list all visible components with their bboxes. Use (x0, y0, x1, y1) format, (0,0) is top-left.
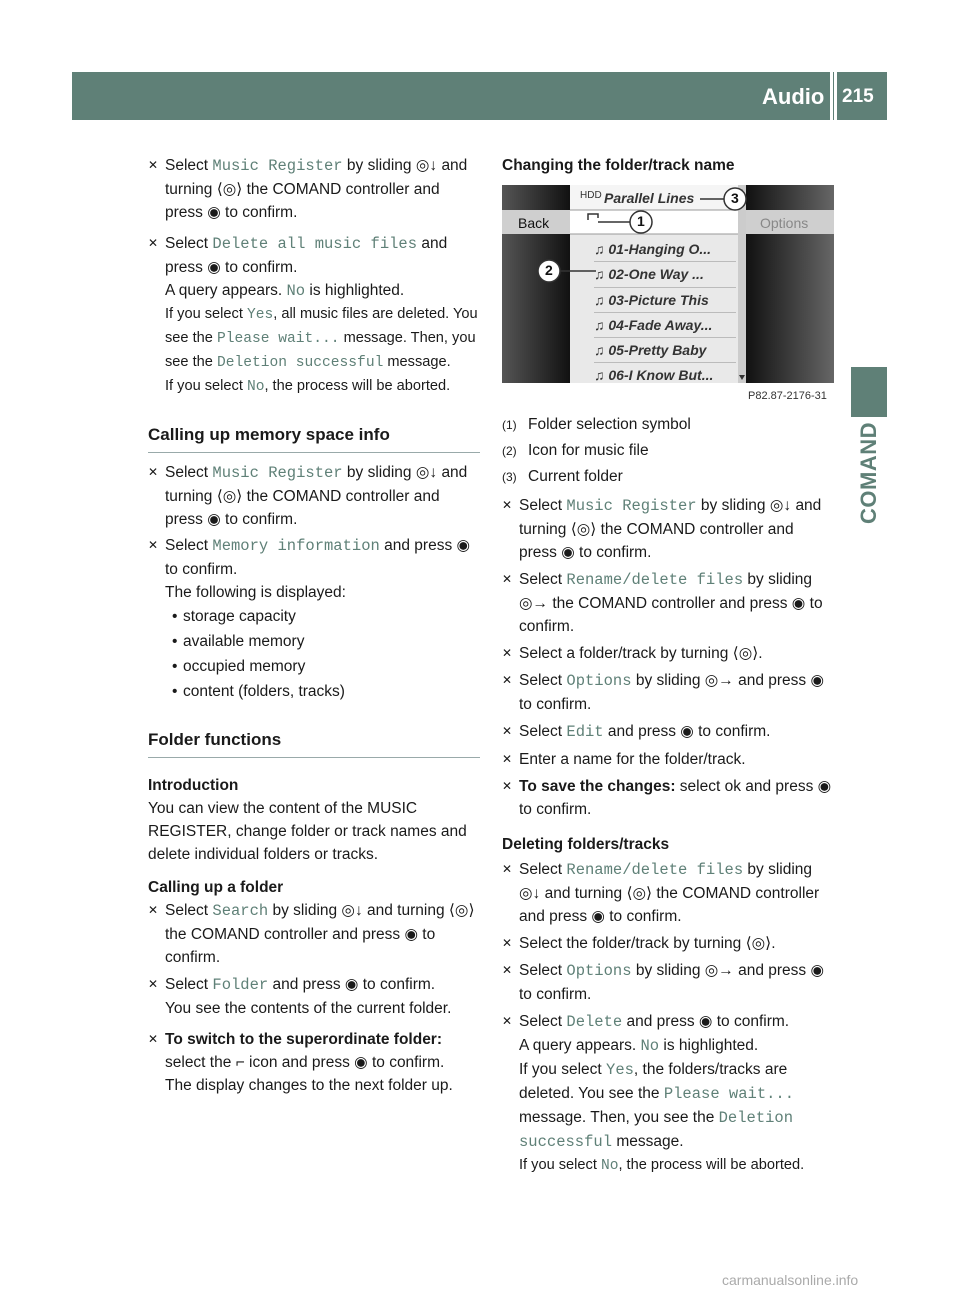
heading-change-name: Changing the folder/track name (502, 157, 735, 174)
track-item[interactable]: ♫ 02-One Way ... (594, 262, 736, 287)
switch-bold: To switch to the superordinate folder: (165, 1031, 443, 1048)
step-item: ✕ Select Rename/delete files by sliding ◎↓ and turning ⟨◎⟩ the COMAND controller and press ◉ to confirm. (502, 858, 834, 928)
menu-term: Please wait... (663, 1085, 795, 1103)
track-item[interactable]: ♫ 04-Fade Away... (594, 313, 736, 338)
callout-1: 1 (637, 213, 645, 229)
bullet-item: • storage capacity (165, 604, 480, 629)
step-arrow-icon: ✕ (502, 673, 513, 687)
menu-term: Folder (212, 976, 269, 994)
legend-text: Folder selection symbol (528, 416, 691, 433)
menu-term: Rename/delete files (566, 571, 744, 589)
step-arrow-icon: ✕ (502, 1014, 513, 1028)
menu-term: Deletion successful (519, 1109, 794, 1151)
following-text: The following is displayed: (165, 584, 346, 601)
step-item (502, 775, 834, 821)
menu-term: Yes (246, 307, 274, 323)
step-item: ✕ Select Options by sliding ◎→ and press ◉ to confirm. (502, 669, 834, 716)
legend-number: (1) (502, 418, 517, 432)
step-arrow-icon: ✕ (148, 977, 159, 991)
right-column-body (502, 412, 834, 1178)
step-arrow-icon: ✕ (148, 465, 159, 479)
save-bold: To save the changes: (519, 778, 676, 795)
hdd-icon: HDD (580, 190, 602, 201)
menu-term: No (286, 282, 306, 300)
menu-term: Please wait... (216, 331, 340, 347)
step-item: ✕ Select Edit and press ◉ to confirm. (502, 720, 834, 744)
callup-result: You see the contents of the current folder. (165, 1000, 452, 1017)
back-button[interactable]: Back (518, 215, 550, 231)
delete-query: A query appears. No is highlighted. (519, 1037, 759, 1055)
menu-term: No (600, 1158, 619, 1174)
callout-2: 2 (545, 262, 553, 278)
track-item[interactable]: ♫ 05-Pretty Baby (594, 338, 736, 363)
menu-term: Options (566, 962, 632, 980)
step-arrow-icon: ✕ (148, 158, 159, 172)
right-column (502, 154, 834, 177)
menu-term: Options (566, 672, 632, 690)
side-tab-label: COMAND (856, 422, 881, 524)
header-separator (834, 72, 837, 120)
bullet-item: • available memory (165, 629, 480, 654)
divider (148, 452, 480, 453)
step-item: ✕ Select Delete and press ◉ to confirm. (502, 1010, 834, 1034)
intro-heading: Introduction (148, 777, 239, 794)
page-header-bar (72, 72, 887, 120)
step-item: ✕ Select the folder/track by turning ⟨◎⟩. (502, 932, 834, 955)
callup-heading: Calling up a folder (148, 879, 284, 896)
legend-text: Current folder (528, 468, 623, 485)
step-arrow-icon: ✕ (148, 903, 159, 917)
step-arrow-icon: ✕ (502, 936, 513, 950)
step-arrow-icon: ✕ (502, 646, 513, 660)
menu-term: Music Register (212, 157, 343, 175)
menu-term: Search (212, 902, 269, 920)
menu-term: Rename/delete files (566, 861, 744, 879)
menu-term: Memory information (212, 537, 380, 555)
folder-name: Parallel Lines (604, 190, 695, 206)
left-column (148, 154, 480, 1097)
menu-term: Music Register (212, 464, 343, 482)
step-arrow-icon: ✕ (502, 779, 513, 793)
legend-text: Icon for music file (528, 442, 649, 459)
legend-item (502, 412, 834, 438)
side-tab-marker (851, 367, 887, 417)
step-item: ✕ Select Music Register by sliding ◎↓ and turning ⟨◎⟩ the COMAND controller and press ◉ to confirm. (148, 461, 480, 531)
step-arrow-icon: ✕ (148, 538, 159, 552)
yes-text: If you select Yes, all music files are deleted. You see the Please wait... message. Then, you see the Deletion successful message. (165, 306, 478, 371)
legend-number: (2) (502, 444, 517, 458)
callout-3: 3 (731, 190, 739, 206)
menu-term: Edit (566, 723, 604, 741)
bullet-item: • content (folders, tracks) (165, 679, 480, 704)
step-arrow-icon: ✕ (502, 498, 513, 512)
menu-term: No (246, 379, 265, 395)
step-item: ✕ Enter a name for the folder/track. (502, 748, 834, 771)
menu-term: Delete (566, 1013, 623, 1031)
section-title: Audio (762, 84, 825, 109)
step-arrow-icon: ✕ (148, 236, 159, 250)
options-button[interactable]: Options (760, 215, 809, 231)
watermark-text: carmanualsonline.info (722, 1272, 859, 1288)
menu-term: No (640, 1037, 660, 1055)
legend-number: (3) (502, 470, 517, 484)
step-item (148, 1028, 480, 1051)
track-item[interactable]: ♫ 06-I Know But... (594, 363, 736, 383)
step-arrow-icon: ✕ (502, 862, 513, 876)
intro-text: You can view the content of the MUSIC REGISTER, change folder or track names and delete individual folders or tracks. (148, 800, 467, 863)
step-item: ✕ Select Delete all music files and press ◉ to confirm. (148, 232, 480, 279)
menu-term: Deletion successful (216, 355, 384, 371)
page-number: 215 (842, 86, 874, 107)
heading-delete: Deleting folders/tracks (502, 836, 670, 853)
switch-result: The display changes to the next folder up. (165, 1077, 453, 1094)
step-item: ✕ Select Rename/delete files by sliding ◎→ the COMAND controller and press ◉ to confirm. (502, 568, 834, 638)
track-item[interactable]: ♫ 01-Hanging O... (594, 237, 736, 262)
heading-folder-functions: Folder functions (148, 730, 282, 749)
step-item: ✕ Select Music Register by sliding ◎↓ and turning ⟨◎⟩ the COMAND controller and press ◉ to confirm. (148, 154, 480, 224)
step-item: ✕ Select Music Register by sliding ◎↓ and turning ⟨◎⟩ the COMAND controller and press ◉ to confirm. (502, 494, 834, 564)
no-text: If you select No, the process will be aborted. (165, 378, 451, 395)
menu-term: Yes (606, 1061, 634, 1079)
step-item: ✕ Select Options by sliding ◎→ and press ◉ to confirm. (502, 959, 834, 1006)
header-separator (830, 72, 833, 120)
comand-screen-figure (502, 185, 834, 383)
legend-list (502, 412, 834, 490)
legend-item (502, 438, 834, 464)
menu-term: Music Register (566, 497, 697, 515)
query-text: A query appears. No is highlighted. (165, 282, 405, 300)
step-item: ✕ Select a folder/track by turning ⟨◎⟩. (502, 642, 834, 665)
step-item: ✕ Select Search by sliding ◎↓ and turning ⟨◎⟩ the COMAND controller and press ◉ to confirm. (148, 899, 480, 969)
change-steps (502, 494, 834, 771)
figure-code: P82.87-2176-31 (748, 390, 827, 402)
memory-bullet-list (148, 604, 480, 704)
delete-steps (502, 858, 834, 1034)
menu-term: Delete all music files (212, 235, 418, 253)
step-item: ✕ Select Memory information and press ◉ to confirm. (148, 534, 480, 581)
step-item: ✕ Select Folder and press ◉ to confirm. (148, 973, 480, 997)
legend-item (502, 464, 834, 490)
delete-yes: If you select Yes, the folders/tracks are deleted. You see the Please wait... message. Then, you see the Deletion successful message. (519, 1061, 795, 1151)
bullet-item: • occupied memory (165, 654, 480, 679)
track-item[interactable]: ♫ 03-Picture This (594, 288, 736, 313)
save-text: select ok and press ◉ to confirm. (519, 778, 832, 818)
step-arrow-icon: ✕ (148, 1032, 159, 1046)
divider (148, 757, 480, 758)
step-arrow-icon: ✕ (502, 752, 513, 766)
track-list (594, 237, 736, 383)
step-arrow-icon: ✕ (502, 724, 513, 738)
step-arrow-icon: ✕ (502, 963, 513, 977)
step-arrow-icon: ✕ (502, 572, 513, 586)
switch-text: select the ⌐ icon and press ◉ to confirm. (165, 1054, 445, 1071)
heading-memory: Calling up memory space info (148, 425, 390, 444)
delete-no: If you select No, the process will be aborted. (519, 1157, 805, 1174)
